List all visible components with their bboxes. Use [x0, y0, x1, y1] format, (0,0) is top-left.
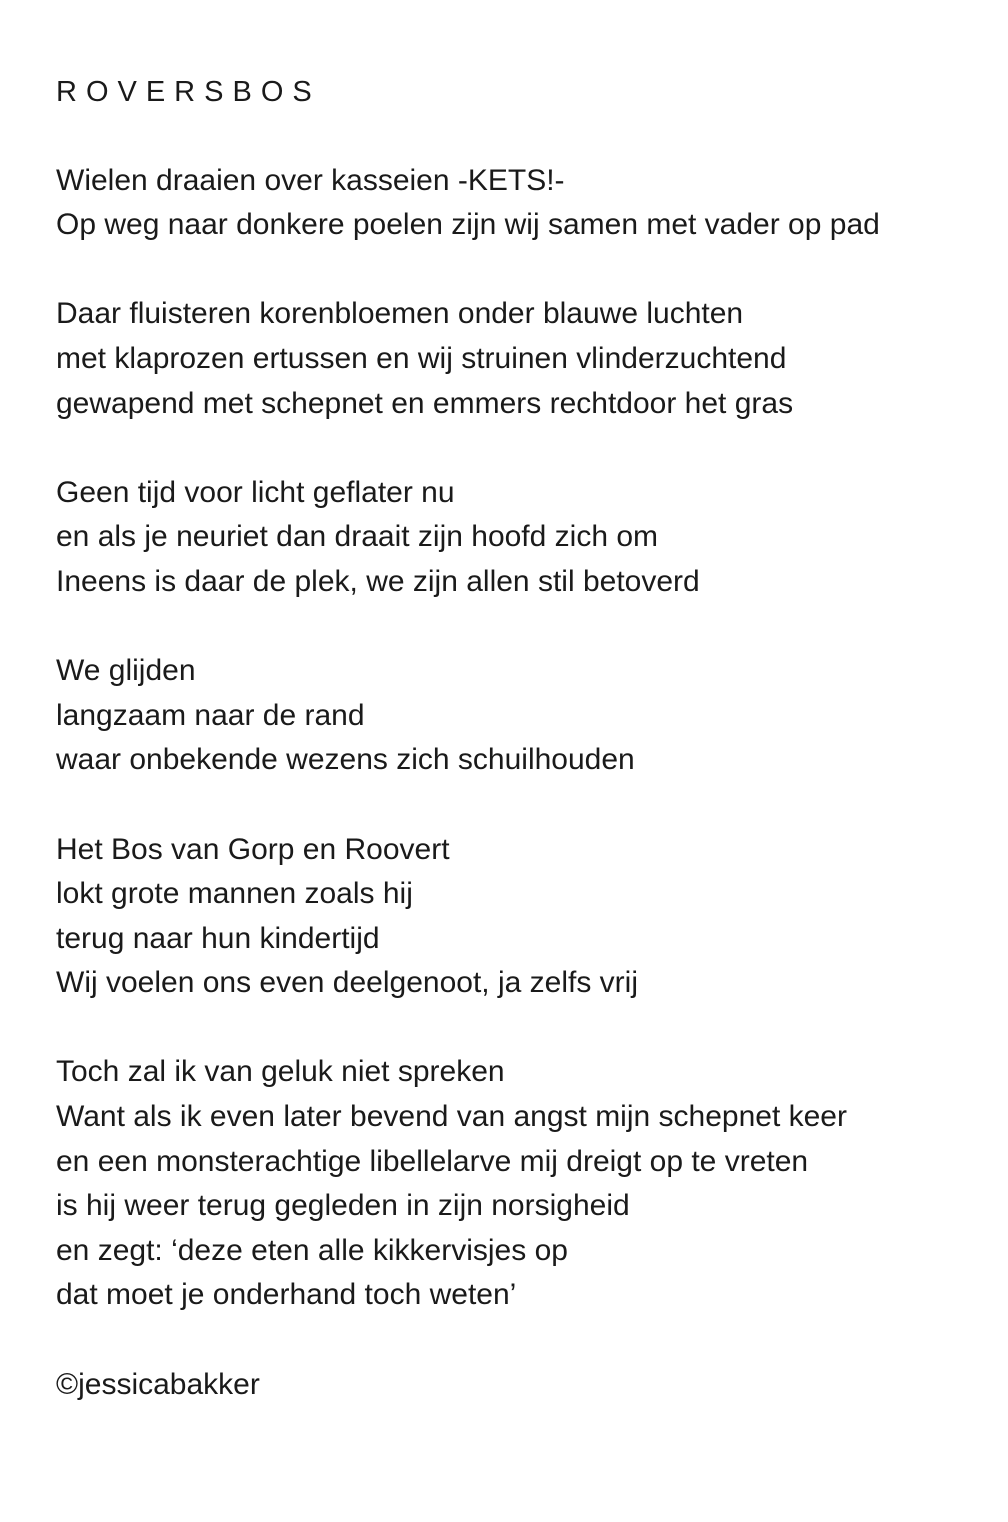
stanza-gap — [56, 248, 988, 293]
stanza-gap — [56, 783, 988, 828]
poem-line: gewapend met schepnet en emmers rechtdoor het gras — [56, 386, 794, 420]
poem-line: lokt grote mannen zoals hij — [56, 877, 413, 911]
poem-line: Wielen draaien over kasseien -KETS!- — [56, 163, 565, 197]
stanza-2 — [56, 292, 988, 426]
poem-line: Ineens is daar de plek, we zijn allen stil betoverd — [56, 564, 700, 598]
poem-line: en als je neuriet dan draait zijn hoofd zich om — [56, 520, 659, 554]
poem-line: Toch zal ik van geluk niet spreken — [56, 1055, 505, 1089]
stanza-gap — [56, 1318, 988, 1363]
poem-line: met klaprozen ertussen en wij struinen vlinderzuchtend — [56, 341, 787, 375]
stanza-gap — [56, 426, 988, 471]
poem-line: dat moet je onderhand toch weten’ — [56, 1278, 517, 1312]
poem-line: Wij voelen ons even deelgenoot, ja zelfs vrij — [56, 966, 638, 1000]
stanza-5 — [56, 828, 988, 1006]
poem-page — [56, 70, 988, 1407]
poem-line: en zegt: ‘deze eten alle kikkervisjes op — [56, 1233, 568, 1267]
poem-line: en een monsterachtige libellelarve mij dreigt op te vreten — [56, 1144, 809, 1178]
poem-line: Want als ik even later bevend van angst mijn schepnet keer — [56, 1100, 847, 1134]
poem-line: langzaam naar de rand — [56, 698, 365, 732]
stanza-6 — [56, 1050, 988, 1318]
stanza-3 — [56, 471, 988, 605]
poem-line: We glijden — [56, 654, 196, 688]
poem-line: Op weg naar donkere poelen zijn wij samen met vader op pad — [56, 208, 880, 242]
poem-line: waar onbekende wezens zich schuilhouden — [56, 743, 635, 777]
stanza-4 — [56, 649, 988, 783]
stanza-1 — [56, 159, 988, 248]
stanza-gap — [56, 1006, 988, 1051]
copyright-notice: ©jessicabakker — [56, 1367, 260, 1401]
stanza-gap — [56, 605, 988, 650]
poem-line: terug naar hun kindertijd — [56, 921, 380, 955]
poem-title: ROVERSBOS — [56, 76, 321, 108]
poem-line: is hij weer terug gegleden in zijn norsigheid — [56, 1189, 630, 1223]
poem-line: Het Bos van Gorp en Roovert — [56, 832, 450, 866]
poem-line: Geen tijd voor licht geflater nu — [56, 475, 455, 509]
stanza-gap — [56, 114, 988, 159]
poem-line: Daar fluisteren korenbloemen onder blauwe luchten — [56, 297, 744, 331]
